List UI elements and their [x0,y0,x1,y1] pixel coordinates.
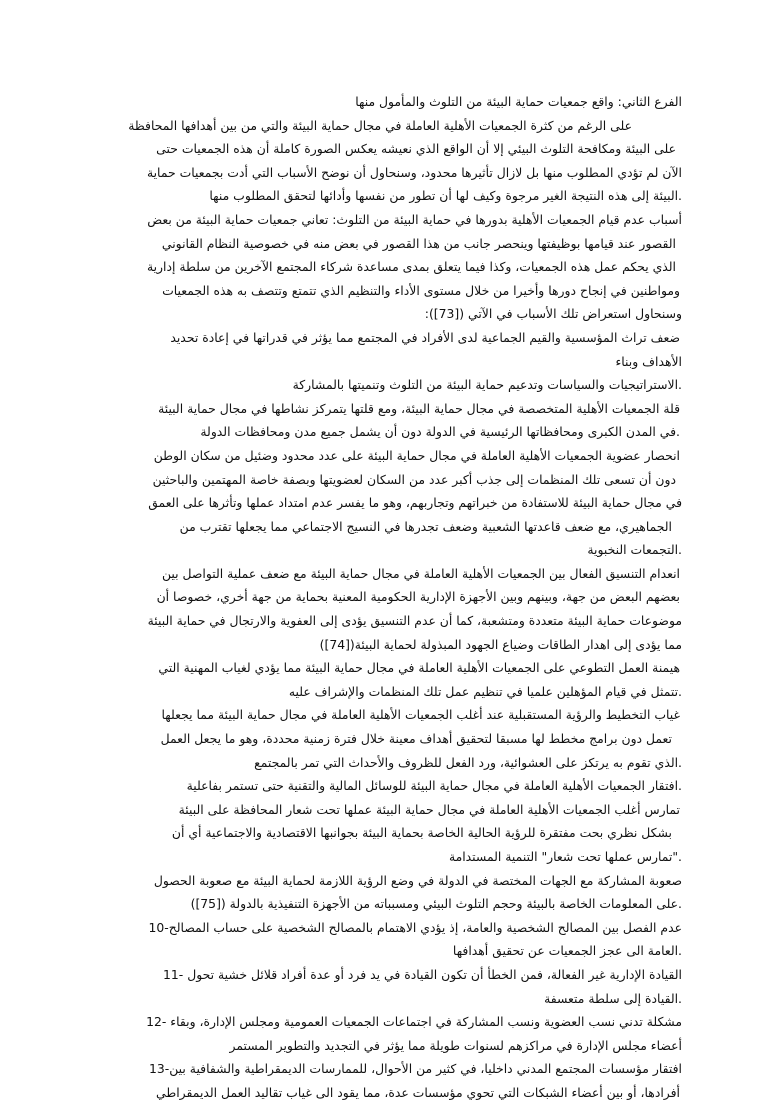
list-item-line: الجماهيري، مع ضعف قاعدتها الشعبية وضعف تجدرها في النسيج الاجتماعي مما يجعلها تقترب من [179,518,672,534]
list-item-line: في مجال حماية البيئة للاستفادة من خبراتهم وتجاربهم، وهو ما يفسر عدم امتداد عملها وتأثرها على العمق [148,495,682,511]
list-item-line: غياب التخطيط والرؤية المستقبلية عند أغلب الجمعيات الأهلية العاملة في مجال حماية البيئة مما يجعلها [161,707,680,723]
document-page [90,90,682,1105]
list-item-line: دون أن تسعى تلك المنظمات إلى جذب أكبر عدد من السكان لعضويتها وبصفة خاصة المهتمين والباحثين [152,471,676,487]
paragraph-line: ومواطنين في إنجاح دورها وأخيرا من خلال مستوى الأداء والتنظيم الذي تتمتع وتتصف به هذه الجمعيات [162,282,680,298]
list-item-line: .التجمعات النخبوية [587,542,682,558]
section-heading: الفرع الثاني: واقع جمعيات حماية البيئة من التلوث والمأمول منها [355,94,682,109]
list-item-line: قلة الجمعيات الأهلية المتخصصة في مجال حماية البيئة، ومع قلتها يتمركز نشاطها في مجال حماية البيئة [158,400,680,416]
list-item-line: أفرادها، أو بين أعضاء الشبكات التي تحوي مؤسسات عدة، مما يقود الى غياب تقاليد العمل الديمقراطي [156,1084,680,1100]
list-item-line: .في المدن الكبرى ومحافظاتها الرئيسية في الدولة دون أن يشمل جميع مدن ومحافظات الدولة [200,424,680,440]
list-item-line: .افتقار الجمعيات الأهلية العاملة في مجال حماية البيئة للوسائل المالية والتقنية حتى تستمر بفاعلية [186,778,682,794]
list-item-line: هيمنة العمل التطوعي على الجمعيات الأهلية العاملة في مجال حماية البيئة مما يؤدي لغياب المهنية التي [158,660,680,676]
list-item-line: تمارس أغلب الجمعيات الأهلية العاملة في مجال حماية البيئة عملها تحت شعار المحافظة على البيئة [178,801,680,817]
list-item-line: انحصار عضوية الجمعيات الأهلية العاملة في مجال حماية البيئة على عدد محدود وضئيل من سكان الوطن [153,447,680,463]
list-item-line: بعضهم البعض من جهة، وبينهم وبين الأجهزة الإدارية الحكومية المعنية بحماية من جهة أخري، خصوصا أن [156,589,680,605]
list-item-line: .القيادة إلى سلطة متعسفة [544,990,682,1006]
paragraph-line: على البيئة ومكافحة التلوث البيئي إلا أن الواقع الذي نعيشه يعكس الصورة كاملة أن هذه الجمعيات حتى [156,141,676,157]
list-item-line: .العامة الى عجز الجمعيات عن تحقيق أهدافها [452,943,682,959]
paragraph-line: وسنحاول استعراض تلك الأسباب في الآتي ([73]): [424,306,682,322]
paragraph-line: على الرغم من كثرة الجمعيات الأهلية العاملة في مجال حماية البيئة والتي من بين أهدافها المحافظة [128,117,632,133]
list-item-line: .الذي تقوم به يرتكز على العشوائية، ورد الفعل للظروف والأحداث التي تمر بالمجتمع [254,754,682,770]
paragraph-line: أسباب عدم قيام الجمعيات الأهلية بدورها في حماية البيئة من التلوث: تعاني جمعيات حماية البيئة من بعض [147,211,682,227]
paragraph-line: .البيئة إلى هذه النتيجة الغير مرجوة وكيف لها أن تطور من نفسها وأدائها لتحقق المطلوب منها [209,188,682,204]
list-item-line: الأهداف وبناء [615,353,682,369]
list-item-line: .الاستراتيجيات والسياسات وتدعيم حماية البيئة من التلوث وتنميتها بالمشاركة [292,377,682,393]
list-item-line: افتقار مؤسسات المجتمع المدني داخليا، في كثير من الأحوال، للممارسات الديمقراطية والشفافية بين-13 [148,1061,682,1077]
paragraph-line: الذي يحكم عمل هذه الجمعيات، وكذا فيما يتعلق بمدى مساعدة شركاء المجتمع الآخرين من سلطة إدارية [146,259,676,275]
list-item-line: صعوبة المشاركة مع الجهات المختصة في الدولة في وضع الرؤية اللازمة لحماية البيئة مع صعوبة الحصول [153,872,682,888]
list-item-line: ."تمارس عملها تحت شعار" التنمية المستدامة [448,849,682,864]
list-item-line: مما يؤدى إلى اهدار الطاقات وضياع الجهود المبذولة لحماية البيئة([74]) [319,636,682,652]
paragraph-line: القصور عند قيامها بوظيفتها وينحصر جانب من هذا القصور في بعض منه في خصوصية النظام القانوني [161,235,676,251]
list-item-line: موضوعات حماية البيئة متعددة ومتشعبة، كما أن عدم التنسيق يؤدى إلى العفوية والارتجال في حماية البيئة [147,613,682,629]
list-item-line: انعدام التنسيق الفعال بين الجمعيات الأهلية العاملة في مجال حماية البيئة مع ضعف عملية التواصل بين [161,565,680,581]
list-item-line: القيادة الإدارية غير الفعالة، فمن الخطأ أن تكون القيادة في يد فرد أو عدة أفراد قلائل خشية تحول -11 [163,966,682,982]
list-item-line: ضعف تراث المؤسسية والقيم الجماعية لدى الأفراد في المجتمع مما يؤثر في قدراتها في إعادة تحديد [170,329,680,345]
list-item-line: عدم الفصل بين المصالح الشخصية والعامة، إذ يؤدي الاهتمام بالمصالح الشخصية على حساب المصالح-10 [148,919,682,935]
list-item-line: تعمل دون برامج مخطط لها مسبقا لتحقيق أهداف معينة خلال فترة زمنية محددة، وهو ما يجعل العمل [160,731,672,747]
list-item-line: .على المعلومات الخاصة بالبيئة وحجم التلوث البيئي ومسبباته من الأجهزة التنفيذية بالدولة ([75]) [190,896,682,912]
paragraph-line: الآن لم تؤدي المطلوب منها بل لازال تأثيرها محدود، وسنحاول أن نوضح الأسباب التي أدت بجمعيات حماية [146,164,682,180]
list-item-line: مشكلة تدني نسب العضوية ونسب المشاركة في اجتماعات الجمعيات العمومية ومجلس الإدارة، وبقاء -12 [146,1014,682,1030]
list-item-line: .تتمثل في قيام المؤهلين علميا في تنظيم عمل تلك المنظمات والإشراف عليه [288,683,682,699]
list-item-line: بشكل نظري بحت مفتقرة للرؤية الحالية الخاصة بحماية البيئة بجوانبها الاقتصادية والاجتماعية أي أن [171,825,672,841]
list-item-line: أعضاء مجلس الإدارة في مراكزهم لسنوات طويلة مما يؤثر في التجديد والتطوير المستمر [229,1037,682,1053]
